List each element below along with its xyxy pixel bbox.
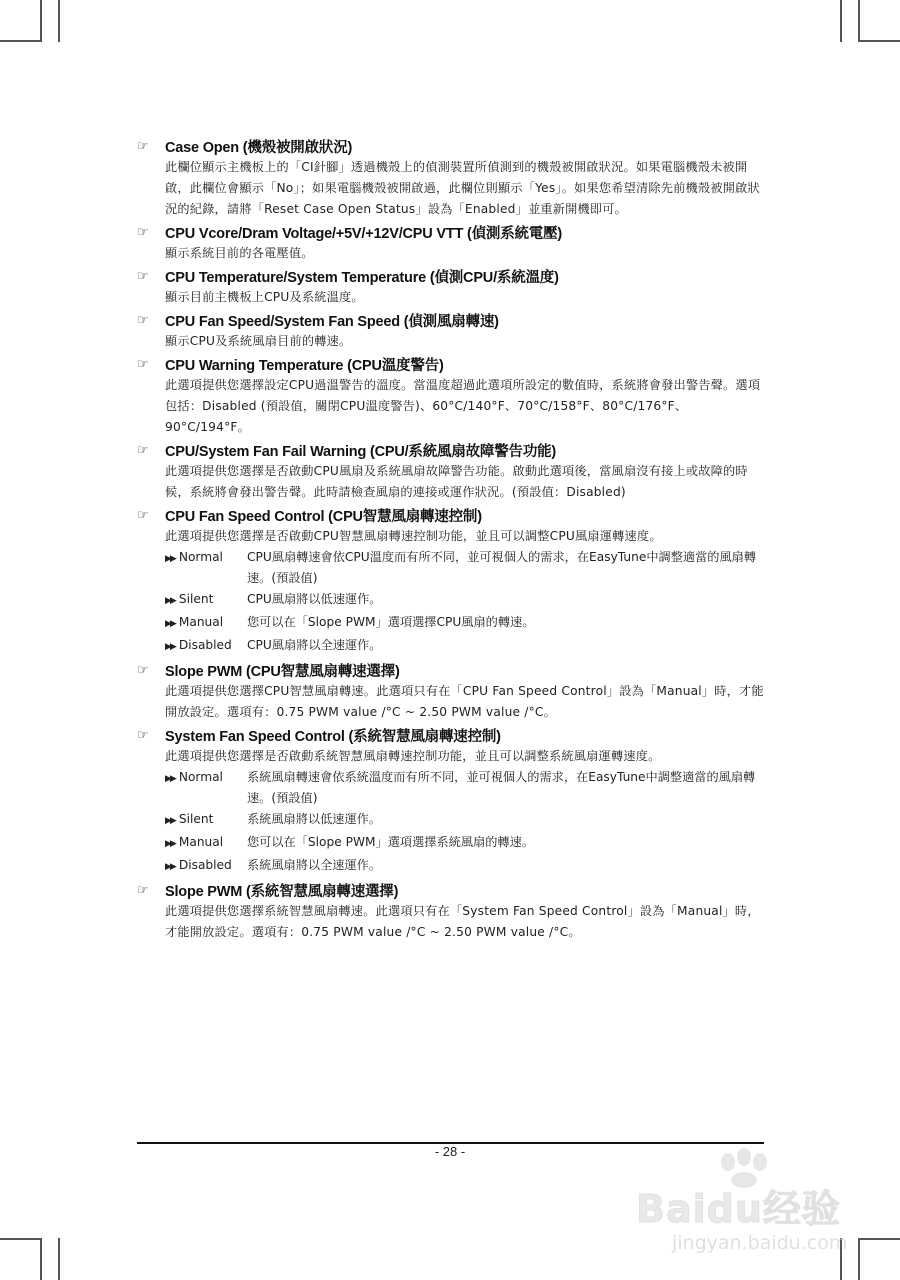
option-key: Silent [178, 592, 214, 606]
crop-mark [58, 1238, 60, 1280]
section-title: CPU Vcore/Dram Voltage/+5V/+12V/CPU VTT (偵測系統電壓) [165, 225, 563, 242]
section-description: 顯示CPU及系統風扇目前的轉速。 [165, 334, 352, 348]
section-description: 顯示目前主機板上CPU及系統溫度。 [165, 290, 364, 304]
option-item [165, 832, 765, 855]
section-cpu-slope-pwm [137, 659, 765, 723]
section-description: 此選項提供您選擇是否啟動CPU智慧風扇轉速控制功能，並且可以調整CPU風扇運轉速度。 [165, 529, 662, 543]
option-text: 您可以在「Slope PWM」選項選擇CPU風扇的轉速。 [247, 615, 535, 629]
option-item [165, 612, 765, 635]
section-temperature [137, 265, 765, 308]
crop-mark [58, 0, 60, 42]
section-title: Slope PWM (系統智慧風扇轉速選擇) [165, 883, 399, 900]
section-system-fan-control [137, 724, 765, 878]
section-fan-fail-warning [137, 439, 765, 503]
pointing-hand-icon: ☞ [137, 312, 149, 328]
section-title: Slope PWM (CPU智慧風扇轉速選擇) [165, 663, 400, 680]
crop-mark [858, 40, 900, 42]
pointing-hand-icon: ☞ [137, 268, 149, 284]
section-description: 此欄位顯示主機板上的「CI針腳」透過機殼上的偵測裝置所偵測到的機殼被開啟狀況。如果電腦機殼未被開啟，此欄位會顯示「No」；如果電腦機殼被開啟過，此欄位則顯示「Yes」。如果您希望清除先前機殼被開啟狀況的紀錄，請將「Reset Case Open Status」設為「Enabled」並重新開機即可。 [165, 160, 760, 216]
option-item [165, 635, 765, 658]
double-arrow-icon: ▶▶ [165, 596, 175, 606]
option-list [165, 547, 765, 658]
section-title: Case Open (機殼被開啟狀況) [165, 139, 353, 156]
section-title: CPU Fan Speed Control (CPU智慧風扇轉速控制) [165, 508, 482, 525]
double-arrow-icon: ▶▶ [165, 862, 175, 872]
section-fan-speed [137, 309, 765, 352]
pointing-hand-icon: ☞ [137, 507, 149, 523]
option-item [165, 767, 765, 809]
option-text: 系統風扇轉速會依系統溫度而有所不同，並可視個人的需求，在EasyTune中調整適當的風扇轉速。(預設值) [247, 770, 756, 805]
watermark [636, 1148, 866, 1268]
option-item [165, 809, 765, 832]
section-description: 此選項提供您選擇是否啟動系統智慧風扇轉速控制功能，並且可以調整系統風扇運轉速度。 [165, 749, 661, 763]
crop-mark [0, 1238, 42, 1240]
section-cpu-fan-control [137, 504, 765, 658]
pointing-hand-icon: ☞ [137, 224, 149, 240]
option-text: 您可以在「Slope PWM」選項選擇系統風扇的轉速。 [247, 835, 534, 849]
section-description: 此選項提供您選擇系統智慧風扇轉速。此選項只有在「System Fan Speed Control」設為「Manual」時，才能開放設定。選項有：0.75 PWM value /°C ~ 2.50 PWM value /°C。 [165, 904, 760, 939]
double-arrow-icon: ▶▶ [165, 816, 175, 826]
option-key: Normal [178, 770, 223, 784]
crop-mark [0, 40, 42, 42]
option-text: CPU風扇轉速會依CPU溫度而有所不同，並可視個人的需求，在EasyTune中調整適當的風扇轉速。(預設值) [247, 550, 757, 585]
section-description: 此選項提供您選擇CPU智慧風扇轉速。此選項只有在「CPU Fan Speed Control」設為「Manual」時，才能開放設定。選項有：0.75 PWM value /°C ~ 2.50 PWM value /°C。 [165, 684, 764, 719]
pointing-hand-icon: ☞ [137, 727, 149, 743]
option-key: Silent [178, 812, 214, 826]
section-description: 此選項提供您選擇設定CPU過溫警告的溫度。當溫度超過此選項所設定的數值時，系統將會發出警告聲。選項包括：Disabled (預設值，關閉CPU溫度警告)、60°C/140°F、70°C/158°F、80°C/176°F、90°C/194°F。 [165, 378, 761, 434]
double-arrow-icon: ▶▶ [165, 839, 175, 849]
option-list [165, 767, 765, 878]
section-case-open [137, 135, 765, 220]
option-item [165, 855, 765, 878]
option-key: Disabled [178, 638, 232, 652]
double-arrow-icon: ▶▶ [165, 554, 175, 564]
crop-mark [858, 0, 860, 42]
double-arrow-icon: ▶▶ [165, 642, 175, 652]
pointing-hand-icon: ☞ [137, 882, 149, 898]
section-cpu-warning-temp [137, 353, 765, 438]
section-description: 顯示系統目前的各電壓值。 [165, 246, 314, 260]
section-title: CPU Fan Speed/System Fan Speed (偵測風扇轉速) [165, 313, 499, 330]
section-description: 此選項提供您選擇是否啟動CPU風扇及系統風扇故障警告功能。啟動此選項後，當風扇沒有接上或故障的時候，系統將會發出警告聲。此時請檢查風扇的連接或運作狀況。(預設值：Disabled) [165, 464, 748, 499]
option-item [165, 589, 765, 612]
section-title: System Fan Speed Control (系統智慧風扇轉速控制) [165, 728, 501, 745]
double-arrow-icon: ▶▶ [165, 619, 175, 629]
option-item [165, 547, 765, 589]
watermark-logo: Baidu经验 [636, 1187, 841, 1231]
double-arrow-icon: ▶▶ [165, 774, 175, 784]
pointing-hand-icon: ☞ [137, 356, 149, 372]
manual-content [137, 135, 765, 944]
pointing-hand-icon: ☞ [137, 442, 149, 458]
option-text: 系統風扇將以全速運作。 [247, 858, 382, 872]
crop-mark [840, 0, 842, 42]
section-title: CPU/System Fan Fail Warning (CPU/系統風扇故障警告功能) [165, 443, 557, 460]
option-key: Normal [178, 550, 223, 564]
pointing-hand-icon: ☞ [137, 138, 149, 154]
option-text: 系統風扇將以低速運作。 [247, 812, 382, 826]
crop-mark [40, 1238, 42, 1280]
section-voltage [137, 221, 765, 264]
option-text: CPU風扇將以低速運作。 [247, 592, 382, 606]
section-system-slope-pwm [137, 879, 765, 943]
section-title: CPU Warning Temperature (CPU溫度警告) [165, 357, 444, 374]
watermark-url: jingyan.baidu.com [672, 1232, 848, 1254]
crop-mark [40, 0, 42, 42]
option-text: CPU風扇將以全速運作。 [247, 638, 382, 652]
section-title: CPU Temperature/System Temperature (偵測CPU/系統溫度) [165, 269, 559, 286]
pointing-hand-icon: ☞ [137, 662, 149, 678]
option-key: Manual [178, 615, 224, 629]
page-number: - 28 - [434, 1144, 466, 1159]
option-key: Disabled [178, 858, 232, 872]
option-key: Manual [178, 835, 224, 849]
